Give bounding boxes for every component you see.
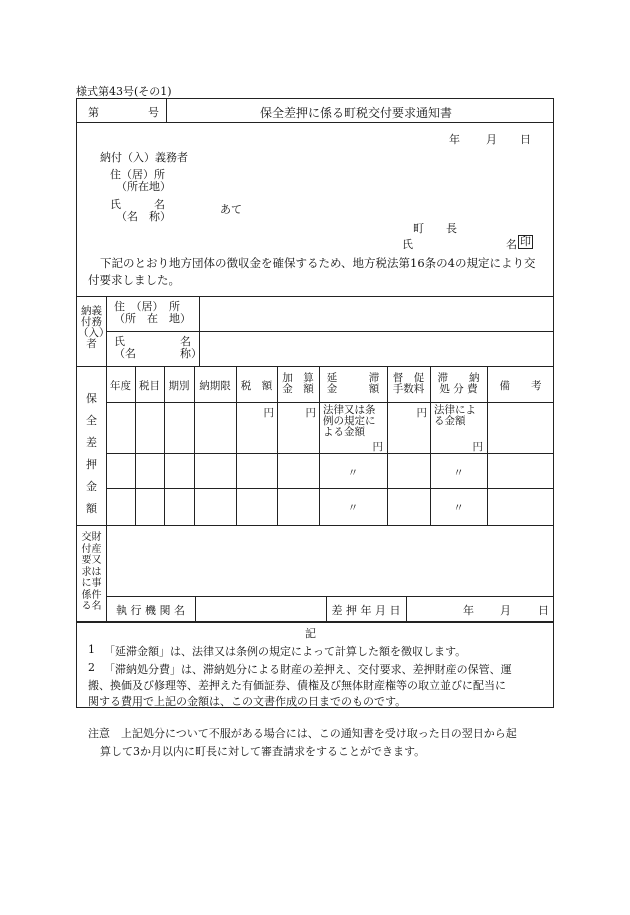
seal-mark <box>518 235 533 249</box>
taxpayer-label-4: 者 <box>86 338 97 350</box>
th-disposal <box>430 373 487 395</box>
seal-label: 印 <box>520 235 531 248</box>
header-divider <box>76 122 554 123</box>
th-period: 期別 <box>168 380 190 392</box>
th-year: 年度 <box>110 380 131 392</box>
seizure-year: 年 <box>463 604 474 617</box>
row1-disposal-text-2: る金額 <box>434 415 466 427</box>
property-label-7: る名 <box>81 601 102 612</box>
taxpayer-label <box>78 305 110 350</box>
note-1-number: 1 <box>88 643 95 656</box>
row3-late-ditto: 〃 <box>347 502 359 514</box>
recipient-role: 納付（入）義務者 <box>100 151 188 164</box>
recipient-address-sub: （所在地） <box>116 180 171 193</box>
property-label-5: に事 <box>81 578 102 589</box>
side-char-6: 額 <box>86 502 97 515</box>
th-surcharge-1: 加 算 <box>282 372 314 384</box>
sender-shi: 氏 <box>402 238 413 251</box>
seizure-day: 日 <box>538 604 549 617</box>
property-label-3: 要又 <box>81 555 102 566</box>
th-late-2: 金 額 <box>326 383 380 395</box>
property-mid-line <box>106 596 554 597</box>
th-late <box>319 373 387 395</box>
note-1-text: 「延滞金額」は、法律又は条例の規定によって計算した額を徴収します。 <box>104 645 467 658</box>
taxpayer-address-label-2: （所 在 地） <box>114 312 191 325</box>
recipient-ate: あて <box>220 203 242 216</box>
row1-late-text-2: 例の規定に <box>323 415 376 427</box>
row2-disposal-ditto: 〃 <box>453 467 464 479</box>
side-char-2: 全 <box>86 414 97 427</box>
taxpayer-label-3: （入） <box>78 327 110 339</box>
row1-disposal-text <box>434 405 476 427</box>
side-char-5: 金 <box>86 480 97 493</box>
amount-bottom-line <box>76 525 554 526</box>
taxpayer-mid-line <box>106 331 554 332</box>
th-disposal-2: 処 分 費 <box>439 383 478 395</box>
th-tax: 税 額 <box>240 380 273 392</box>
header-split <box>166 98 167 122</box>
th-remarks: 備 考 <box>499 380 542 392</box>
taxpayer-top-line <box>76 296 554 297</box>
property-label-2: 付産 <box>81 543 102 555</box>
side-char-1: 保 <box>86 392 97 405</box>
th-late-1: 延 滞 <box>326 372 380 384</box>
row1-fee-yen: 円 <box>416 407 427 419</box>
row1-tax-yen: 円 <box>263 407 274 419</box>
number-dai: 第 <box>88 106 99 119</box>
row1-surcharge-yen: 円 <box>305 407 316 419</box>
property-label-6: 係件 <box>81 589 102 601</box>
notes-ki: 記 <box>305 627 316 640</box>
recipient-name-sub: （名 称） <box>116 210 171 223</box>
sender-mei: 名 <box>506 238 517 251</box>
form-number: 様式第43号(その1) <box>76 85 172 98</box>
property-label-4: 求は <box>81 566 102 578</box>
document-title: 保全差押に係る町税交付要求通知書 <box>260 106 453 120</box>
sender-town: 町 <box>413 222 424 235</box>
date-year: 年 <box>449 133 460 146</box>
note-2-line-3: 関する費用で上記の金額は、この文書作成の日までのものです。 <box>88 695 407 708</box>
sender-chief: 長 <box>446 222 457 235</box>
recipient-address-label: 住（居）所 <box>110 168 165 181</box>
th-item: 税目 <box>139 380 160 392</box>
seizure-date-label: 差 押 年 月 日 <box>331 604 401 617</box>
recipient-name-label: 氏 名 <box>110 198 165 211</box>
intro-line-2: 付要求しました。 <box>88 273 180 287</box>
intro-line-1: 下記のとおり地方団体の徴収金を確保するため、地方税法第16条の4の規定により交 <box>100 256 536 270</box>
row2-late-ditto: 〃 <box>347 467 359 479</box>
note-2-line-1: 「滞納処分費」は、滞納処分による財産の差押え、交付要求、差押財産の保管、運 <box>104 663 512 676</box>
seizure-split-2 <box>406 596 407 622</box>
taxpayer-address-label-1: 住 （居） 所 <box>114 300 180 313</box>
taxpayer-label-1: 納義 <box>81 305 102 317</box>
seizure-month: 月 <box>500 604 511 617</box>
amount-top-line <box>76 366 554 367</box>
property-label-1: 交財 <box>81 532 102 543</box>
row1-late-text-3: よる金額 <box>323 426 365 438</box>
amount-side-label <box>78 388 105 520</box>
property-label <box>78 532 105 613</box>
note-2-line-2: 搬、換価及び修理等、差押えた有価証券、債権及び無体財産権等の取立並びに配当に <box>88 679 506 692</box>
side-char-3: 差 <box>86 436 97 449</box>
th-fee-2: 手数料 <box>392 383 425 395</box>
th-fee-1: 督 促 <box>392 372 425 384</box>
row1-disposal-text-1: 法律によ <box>434 404 476 416</box>
taxpayer-name-label-2: （名 称） <box>114 347 202 360</box>
th-deadline: 納期限 <box>199 380 231 392</box>
row1-late-text-1: 法律又は条 <box>323 404 376 416</box>
row1-disposal-yen: 円 <box>472 441 483 453</box>
row3-disposal-ditto: 〃 <box>453 502 464 514</box>
agency-split <box>195 596 196 622</box>
taxpayer-label-2: 付務 <box>81 316 102 328</box>
th-surcharge-2: 金 額 <box>282 383 314 395</box>
agency-label: 執 行 機 関 名 <box>116 604 185 617</box>
date-day: 日 <box>520 133 531 146</box>
note-2-number: 2 <box>88 661 95 674</box>
side-char-4: 押 <box>86 458 97 471</box>
row1-late-yen: 円 <box>372 441 383 453</box>
number-go: 号 <box>148 106 159 119</box>
date-month: 月 <box>486 133 497 146</box>
th-disposal-1: 滞 納 <box>437 372 480 384</box>
caution-line-2: 算して3か月以内に町長に対して審査請求をすることができます。 <box>100 745 426 758</box>
th-fee <box>387 373 430 395</box>
caution-line-1: 注意 上記処分について不服がある場合には、この通知書を受け取った日の翌日から起 <box>88 727 517 740</box>
th-surcharge <box>277 373 319 395</box>
taxpayer-name-label-1: 氏 名 <box>114 335 191 348</box>
row1-late-text <box>323 405 376 438</box>
